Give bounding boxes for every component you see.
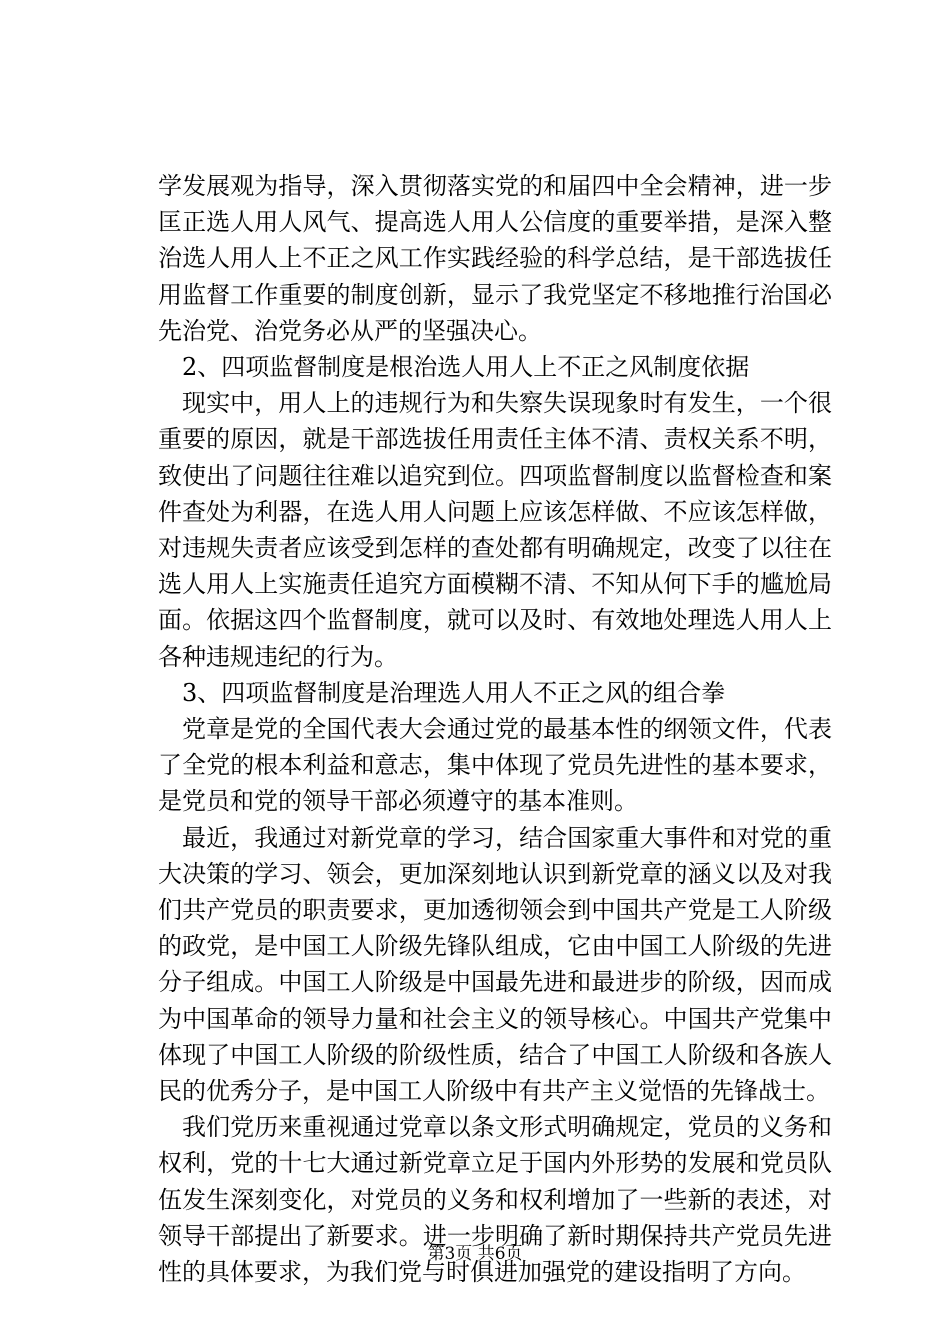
- section-heading-2: 2、四项监督制度是根治选人用人上不正之风制度依据: [182, 353, 750, 382]
- paragraph: 现实中，用人上的违规行为和失察失误现象时有发生，一个很重要的原因，就是干部选拔任用责任主体不清、责权关系不明，致使出了问题往往难以追究到位。四项监督制度以监督检查和案件查处为利器，在选人用人问题上应该怎样做、不应该怎样做，对违规失责者应该受到怎样的查处都有明确规定，改变了以往在选人用人上实施责任追究方面模糊不清、不知从何下手的尴尬局面。依据这四个监督制度，就可以及时、有效地处理选人用人上各种违规违纪的行为。: [158, 389, 832, 671]
- section-heading-3: 3、四项监督制度是治理选人用人不正之风的组合拳: [182, 678, 726, 707]
- paragraph: 我们党历来重视通过党章以条文形式明确规定，党员的义务和权利，党的十七大通过新党章立足于国内外形势的发展和党员队伍发生深刻变化，对党员的义务和权利增加了一些新的表述，对领导干部提出了新要求。进一步明确了新时期保持共产党员先进性的具体要求，为我们党与时俱进加强党的建设指明了方向。: [158, 1113, 832, 1287]
- page-number-footer: 第3页 共6页: [427, 1244, 523, 1264]
- paragraph: 党章是党的全国代表大会通过党的最基本性的纲领文件，代表了全党的根本利益和意志，集中体现了党员先进性的基本要求，是党员和党的领导干部必须遵守的基本准则。: [158, 715, 832, 816]
- paragraph-continuation: 学发展观为指导，深入贯彻落实党的和届四中全会精神，进一步匡正选人用人风气、提高选人用人公信度的重要举措，是深入整治选人用人上不正之风工作实践经验的科学总结，是干部选拔任用监督工作重要的制度创新，显示了我党坚定不移地推行治国必先治党、治党务必从严的坚强决心。: [158, 172, 832, 345]
- paragraph: 最近，我通过对新党章的学习，结合国家重大事件和对党的重大决策的学习、领会，更加深刻地认识到新党章的涵义以及对我们共产党员的职责要求，更加透彻领会到中国共产党是工人阶级的政党，是中国工人阶级先锋队组成，它由中国工人阶级的先进分子组成。中国工人阶级是中国最先进和最进步的阶级，因而成为中国革命的领导力量和社会主义的领导核心。中国共产党集中体现了中国工人阶级的阶级性质，结合了中国工人阶级和各族人民的优秀分子，是中国工人阶级中有共产主义觉悟的先锋战士。: [158, 823, 832, 1106]
- document-body: [158, 168, 832, 1290]
